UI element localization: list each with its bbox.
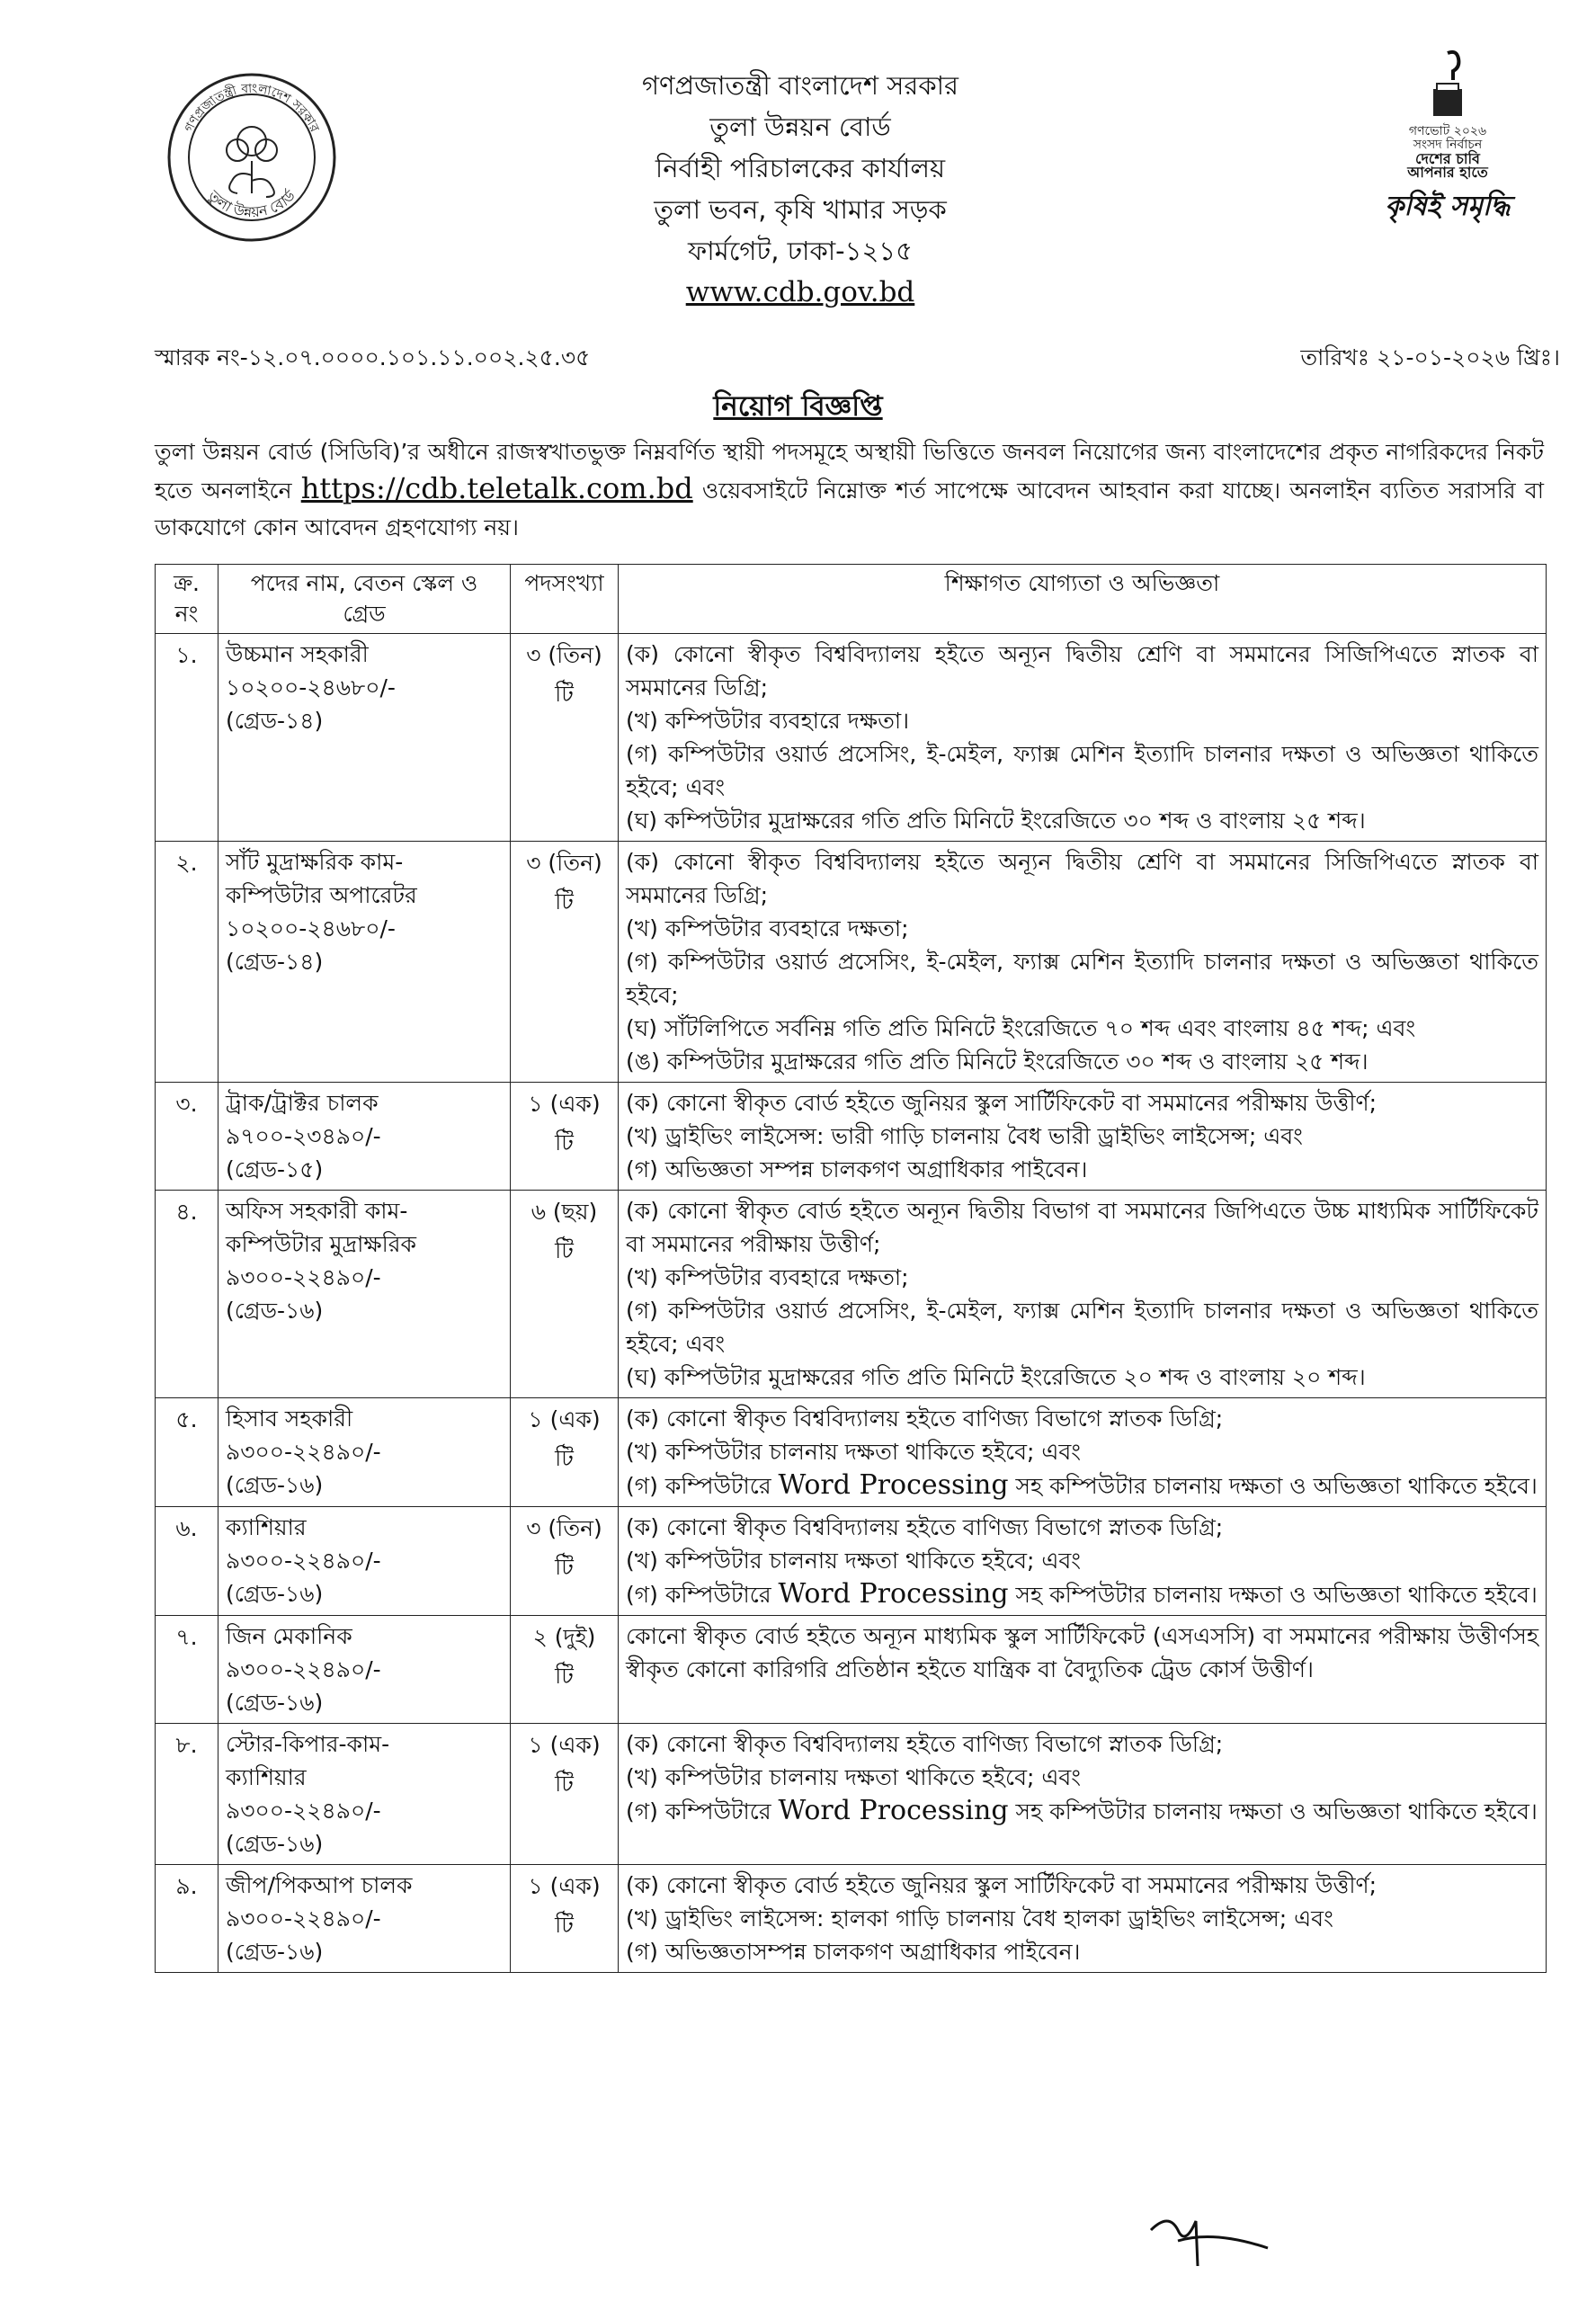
post-line: (গ্রেড-১৪) xyxy=(226,949,324,975)
election-2026-logo-icon xyxy=(1421,49,1475,121)
post-line: (গ্রেড-১৬) xyxy=(226,1690,324,1716)
count-line: টি xyxy=(555,1445,574,1471)
count-line: ২ (দুই) xyxy=(532,1624,596,1650)
header-address-1: তুলা ভবন, কৃষি খামার সড়ক xyxy=(654,194,947,225)
table-row xyxy=(156,634,1547,842)
seal-text-top: গণপ্রজাতন্ত্রী বাংলাদেশ সরকার xyxy=(182,81,322,135)
row-post xyxy=(218,634,511,842)
qualification-item: (ক) কোনো স্বীকৃত বোর্ড হইতে জুনিয়র স্কুল সার্টিফিকেট বা সমমানের পরীক্ষায় উত্তীর্ণ; xyxy=(626,1872,1378,1898)
application-url-link[interactable]: https://cdb.teletalk.com.bd xyxy=(300,471,693,505)
election-caption-3: দেশের চাবি xyxy=(1415,150,1480,167)
row-post-count xyxy=(511,634,619,842)
intro-paragraph xyxy=(155,433,1544,546)
count-line: টি xyxy=(555,1663,574,1689)
row-post xyxy=(218,1616,511,1724)
cotton-board-seal-icon xyxy=(162,67,342,247)
qualification-item: (ঘ) সাঁটলিপিতে সর্বনিম্ন গতি প্রতি মিনিটে ইংরেজিতে ৭০ শব্দ এবং বাংলায় ৪৫ শব্দ; এবং xyxy=(626,1015,1416,1041)
header-board-name: তুলা উন্নয়ন বোর্ড xyxy=(709,112,891,142)
count-line: টি xyxy=(555,888,574,915)
row-serial: ৮. xyxy=(156,1724,218,1865)
signature xyxy=(1142,2203,1277,2275)
header-serial: ক্র. নং xyxy=(156,565,218,634)
row-serial: ২. xyxy=(156,842,218,1083)
election-caption-2: সংসদ নির্বাচন xyxy=(1413,138,1483,152)
row-post-count xyxy=(511,1724,619,1865)
row-qualification xyxy=(619,1507,1547,1616)
table-row xyxy=(156,1191,1547,1398)
count-line: ৩ (তিন) xyxy=(526,642,602,668)
post-line: কম্পিউটার অপারেটর xyxy=(226,882,417,908)
post-line: (গ্রেড-১৬) xyxy=(226,1939,324,1965)
count-line: টি xyxy=(555,1912,574,1938)
count-line: টি xyxy=(555,1237,574,1263)
qualification-item: (ক) কোনো স্বীকৃত বোর্ড হইতে অন্যূন দ্বিতীয় বিভাগ বা সমমানের জিপিএতে উচ্চ মাধ্যমিক সার্টিফিকেট বা সমমানের পরীক্ষায় উত্তীর্ণ; xyxy=(626,1198,1538,1257)
table-row xyxy=(156,1865,1547,1973)
row-serial: ৫. xyxy=(156,1398,218,1507)
post-line: ক্যাশিয়ার xyxy=(226,1514,307,1540)
seal-text-bottom: তুলা উন্নয়ন বোর্ড xyxy=(205,186,299,221)
post-line: ৯৩০০-২২৪৯০/- xyxy=(226,1264,381,1290)
election-caption-4: আপনার হাতে xyxy=(1407,164,1488,181)
row-post-count xyxy=(511,1083,619,1191)
row-post xyxy=(218,1398,511,1507)
intro-part-2: ওয়েবসাইটে নিম্নোক্ত শর্ত সাপেক্ষে আবেদন আহবান করা যাচ্ছে। অনলাইন ব্যতিত সরাসরি বা ডাকযোগে কোন আবেদন গ্রহণযোগ্য নয়। xyxy=(155,477,1544,540)
qualification-item: (গ) অভিজ্ঞতা সম্পন্ন চালকগণ অগ্রাধিকার পাইবেন। xyxy=(626,1156,1088,1182)
notice-title xyxy=(0,385,1596,432)
qualification-item: (খ) কম্পিউটার চালনায় দক্ষতা থাকিতে হইবে; এবং xyxy=(626,1764,1082,1790)
header-office: নির্বাহী পরিচালকের কার্যালয় xyxy=(655,153,946,183)
row-qualification xyxy=(619,842,1547,1083)
count-line: ৩ (তিন) xyxy=(526,1515,602,1541)
row-post-count xyxy=(511,1398,619,1507)
row-serial: ৩. xyxy=(156,1083,218,1191)
post-line: জিন মেকানিক xyxy=(226,1623,352,1649)
election-caption-1: গণভোট ২০২৬ xyxy=(1408,124,1487,138)
row-qualification xyxy=(619,1191,1547,1398)
row-post-count xyxy=(511,1507,619,1616)
row-post xyxy=(218,1865,511,1973)
header-post: পদের নাম, বেতন স্কেল ও গ্রেড xyxy=(218,565,511,634)
post-line: (গ্রেড-১৫) xyxy=(226,1156,324,1182)
qualification-item: (গ) কম্পিউটারে Word Processing সহ কম্পিউটার চালনায় দক্ষতা ও অভিজ্ঞতা থাকিতে হইবে। xyxy=(626,1578,1538,1610)
qualification-item: (ক) কোনো স্বীকৃত বিশ্ববিদ্যালয় হইতে বাণিজ্য বিভাগে স্নাতক ডিগ্রি; xyxy=(626,1514,1224,1540)
memo-number: স্মারক নং-১২.০৭.০০০০.১০১.১১.০০২.২৫.৩৫ xyxy=(155,344,591,370)
post-line: জীপ/পিকআপ চালক xyxy=(226,1872,413,1898)
count-line: ১ (এক) xyxy=(528,1091,601,1117)
qualification-item: (গ) কম্পিউটার ওয়ার্ড প্রসেসিং, ই-মেইল, ফ্যাক্স মেশিন ইত্যাদি চালনার দক্ষতা ও অভিজ্ঞতা থাকিতে হইবে; xyxy=(626,949,1538,1008)
count-line: ১ (এক) xyxy=(528,1873,601,1899)
row-post xyxy=(218,1083,511,1191)
table-row xyxy=(156,1724,1547,1865)
count-line: ১ (এক) xyxy=(528,1406,601,1432)
qualification-item: কোনো স্বীকৃত বোর্ড হইতে অন্যূন মাধ্যমিক স্কুল সার্টিফিকেট (এসএসসি) বা সমমানের পরীক্ষায় উত্তীর্ণসহ স্বীকৃত কোনো কারিগরি প্রতিষ্ঠান হইতে যান্ত্রিক বা বৈদ্যুতিক ট্রেড কোর্স উত্তীর্ণ। xyxy=(626,1623,1538,1682)
header-government: গণপ্রজাতন্ত্রী বাংলাদেশ সরকার xyxy=(641,70,959,101)
qualification-item: (খ) ড্রাইভিং লাইসেন্স: হালকা গাড়ি চালনায় বৈধ হালকা ড্রাইভিং লাইসেন্স; এবং xyxy=(626,1905,1333,1932)
vacancy-table xyxy=(155,564,1547,1973)
row-post xyxy=(218,842,511,1083)
post-line: স্টোর-কিপার-কাম- xyxy=(226,1731,390,1757)
row-post-count xyxy=(511,1191,619,1398)
post-line: হিসাব সহকারী xyxy=(226,1405,353,1432)
row-qualification xyxy=(619,1724,1547,1865)
count-line: টি xyxy=(555,1554,574,1580)
table-row xyxy=(156,1616,1547,1724)
qualification-item: (খ) কম্পিউটার ব্যবহারে দক্ষতা; xyxy=(626,915,909,941)
table-row xyxy=(156,842,1547,1083)
row-qualification xyxy=(619,1083,1547,1191)
count-line: ৩ (তিন) xyxy=(526,850,602,876)
qualification-item: (গ) কম্পিউটার ওয়ার্ড প্রসেসিং, ই-মেইল, ফ্যাক্স মেশিন ইত্যাদি চালনার দক্ষতা ও অভিজ্ঞতা থাকিতে হইবে; এবং xyxy=(626,1298,1538,1357)
qualification-item: (খ) কম্পিউটার ব্যবহারে দক্ষতা; xyxy=(626,1264,909,1290)
post-line: (গ্রেড-১৬) xyxy=(226,1581,324,1607)
row-serial: ৭. xyxy=(156,1616,218,1724)
qualification-item: (ঘ) কম্পিউটার মুদ্রাক্ষরের গতি প্রতি মিনিটে ইংরেজিতে ৩০ শব্দ ও বাংলায় ২৫ শব্দ। xyxy=(626,807,1366,834)
qualification-item: (ক) কোনো স্বীকৃত বিশ্ববিদ্যালয় হইতে বাণিজ্য বিভাগে স্নাতক ডিগ্রি; xyxy=(626,1405,1224,1432)
post-line: ১০২০০-২৪৬৮০/- xyxy=(226,674,396,700)
post-line: ৯৩০০-২২৪৯০/- xyxy=(226,1656,381,1682)
post-line: কম্পিউটার মুদ্রাক্ষরিক xyxy=(226,1231,417,1257)
qualification-item: (গ) কম্পিউটার ওয়ার্ড প্রসেসিং, ই-মেইল, ফ্যাক্স মেশিন ইত্যাদি চালনার দক্ষতা ও অভিজ্ঞতা থাকিতে হইবে; এবং xyxy=(626,741,1538,800)
row-post-count xyxy=(511,1616,619,1724)
row-serial: ৪. xyxy=(156,1191,218,1398)
post-line: ৯৩০০-২২৪৯০/- xyxy=(226,1798,381,1824)
row-qualification xyxy=(619,634,1547,842)
post-line: ৯৩০০-২২৪৯০/- xyxy=(226,1548,381,1574)
row-post xyxy=(218,1191,511,1398)
qualification-item: (গ) কম্পিউটারে Word Processing সহ কম্পিউটার চালনায় দক্ষতা ও অভিজ্ঞতা থাকিতে হইবে। xyxy=(626,1795,1538,1826)
qualification-item: (ঘ) কম্পিউটার মুদ্রাক্ষরের গতি প্রতি মিনিটে ইংরেজিতে ২০ শব্দ ও বাংলায় ২০ শব্দ। xyxy=(626,1364,1366,1390)
post-line: ৯৭০০-২৩৪৯০/- xyxy=(226,1123,381,1149)
row-qualification xyxy=(619,1616,1547,1724)
row-serial: ১. xyxy=(156,634,218,842)
post-line: ১০২০০-২৪৬৮০/- xyxy=(226,915,396,941)
row-post xyxy=(218,1507,511,1616)
qualification-item: (ক) কোনো স্বীকৃত বিশ্ববিদ্যালয় হইতে অন্যূন দ্বিতীয় শ্রেণি বা সমমানের সিজিপিএতে স্নাতক বা সমমানের ডিগ্রি; xyxy=(626,641,1538,700)
post-line: ক্যাশিয়ার xyxy=(226,1764,307,1790)
header-qualification: শিক্ষাগত যোগ্যতা ও অভিজ্ঞতা xyxy=(619,565,1547,634)
table-header-row xyxy=(156,565,1547,634)
count-line: ১ (এক) xyxy=(528,1732,601,1758)
row-post xyxy=(218,1724,511,1865)
post-line: (গ্রেড-১৬) xyxy=(226,1298,324,1324)
qualification-item: (ঙ) কম্পিউটার মুদ্রাক্ষরের গতি প্রতি মিনিটে ইংরেজিতে ৩০ শব্দ ও বাংলায় ২৫ শব্দ। xyxy=(626,1048,1369,1075)
count-line: টি xyxy=(555,681,574,707)
qualification-item: (খ) ড্রাইভিং লাইসেন্স: ভারী গাড়ি চালনায় বৈধ ভারী ড্রাইভিং লাইসেন্স; এবং xyxy=(626,1123,1303,1149)
post-line: (গ্রেড-১৬) xyxy=(226,1831,324,1857)
row-qualification xyxy=(619,1865,1547,1973)
slogan: কৃষিই সমৃদ্ধি xyxy=(1385,191,1511,222)
row-serial: ৯. xyxy=(156,1865,218,1973)
row-post-count xyxy=(511,842,619,1083)
qualification-item: (ক) কোনো স্বীকৃত বিশ্ববিদ্যালয় হইতে অন্যূন দ্বিতীয় শ্রেণি বা সমমানের সিজিপিএতে স্নাতক বা সমমানের ডিগ্রি; xyxy=(626,849,1538,908)
post-line: উচ্চমান সহকারী xyxy=(226,641,369,667)
intro-part-1: তুলা উন্নয়ন বোর্ড (সিডিবি)’র অধীনে রাজস্বখাতভুক্ত নিম্নবর্ণিত স্থায়ী পদসমূহে অস্থায়ী ভিত্তিতে জনবল নিয়োগের জন্য বাংলাদেশের প্রকৃত নাগরিকদের নিকট হতে অনলাইনে xyxy=(155,439,1544,504)
table-row xyxy=(156,1083,1547,1191)
row-qualification xyxy=(619,1398,1547,1507)
table-row xyxy=(156,1398,1547,1507)
table-row xyxy=(156,1507,1547,1616)
notice-title-text: নিয়োগ বিজ্ঞপ্তি xyxy=(713,390,883,423)
qualification-item: (ক) কোনো স্বীকৃত বিশ্ববিদ্যালয় হইতে বাণিজ্য বিভাগে স্নাতক ডিগ্রি; xyxy=(626,1731,1224,1757)
count-line: ৬ (ছয়) xyxy=(531,1199,598,1225)
qualification-item: (ক) কোনো স্বীকৃত বোর্ড হইতে জুনিয়র স্কুল সার্টিফিকেট বা সমমানের পরীক্ষায় উত্তীর্ণ; xyxy=(626,1090,1378,1116)
issue-date: তারিখঃ ২১-০১-২০২৬ খ্রিঃ। xyxy=(1300,344,1560,370)
qualification-item: (খ) কম্পিউটার ব্যবহারে দক্ষতা। xyxy=(626,708,910,734)
qualification-item: (খ) কম্পিউটার চালনায় দক্ষতা থাকিতে হইবে; এবং xyxy=(626,1548,1082,1574)
post-line: ৯৩০০-২২৪৯০/- xyxy=(226,1439,381,1465)
header-count: পদসংখ্যা xyxy=(511,565,619,634)
post-line: সাঁট মুদ্রাক্ষরিক কাম- xyxy=(226,849,404,875)
qualification-item: (খ) কম্পিউটার চালনায় দক্ষতা থাকিতে হইবে; এবং xyxy=(626,1439,1082,1465)
row-post-count xyxy=(511,1865,619,1973)
count-line: টি xyxy=(555,1129,574,1155)
post-line: (গ্রেড-১৪) xyxy=(226,708,324,734)
header-website-link[interactable]: www.cdb.gov.bd xyxy=(685,276,915,308)
post-line: (গ্রেড-১৬) xyxy=(226,1472,324,1498)
election-logo xyxy=(1385,49,1511,256)
row-serial: ৬. xyxy=(156,1507,218,1616)
qualification-item: (গ) অভিজ্ঞতাসম্পন্ন চালকগণ অগ্রাধিকার পাইবেন। xyxy=(626,1939,1081,1965)
post-line: ৯৩০০-২২৪৯০/- xyxy=(226,1905,381,1932)
qualification-item: (গ) কম্পিউটারে Word Processing সহ কম্পিউটার চালনায় দক্ষতা ও অভিজ্ঞতা থাকিতে হইবে। xyxy=(626,1469,1538,1501)
office-header xyxy=(575,65,1025,313)
count-line: টি xyxy=(555,1771,574,1797)
handwritten-signature-icon xyxy=(1142,2203,1277,2275)
header-address-2: ফার্মগেট, ঢাকা-১২১৫ xyxy=(688,236,913,266)
post-line: ট্রাক/ট্রাক্টর চালক xyxy=(226,1090,379,1116)
post-line: অফিস সহকারী কাম- xyxy=(226,1198,408,1224)
